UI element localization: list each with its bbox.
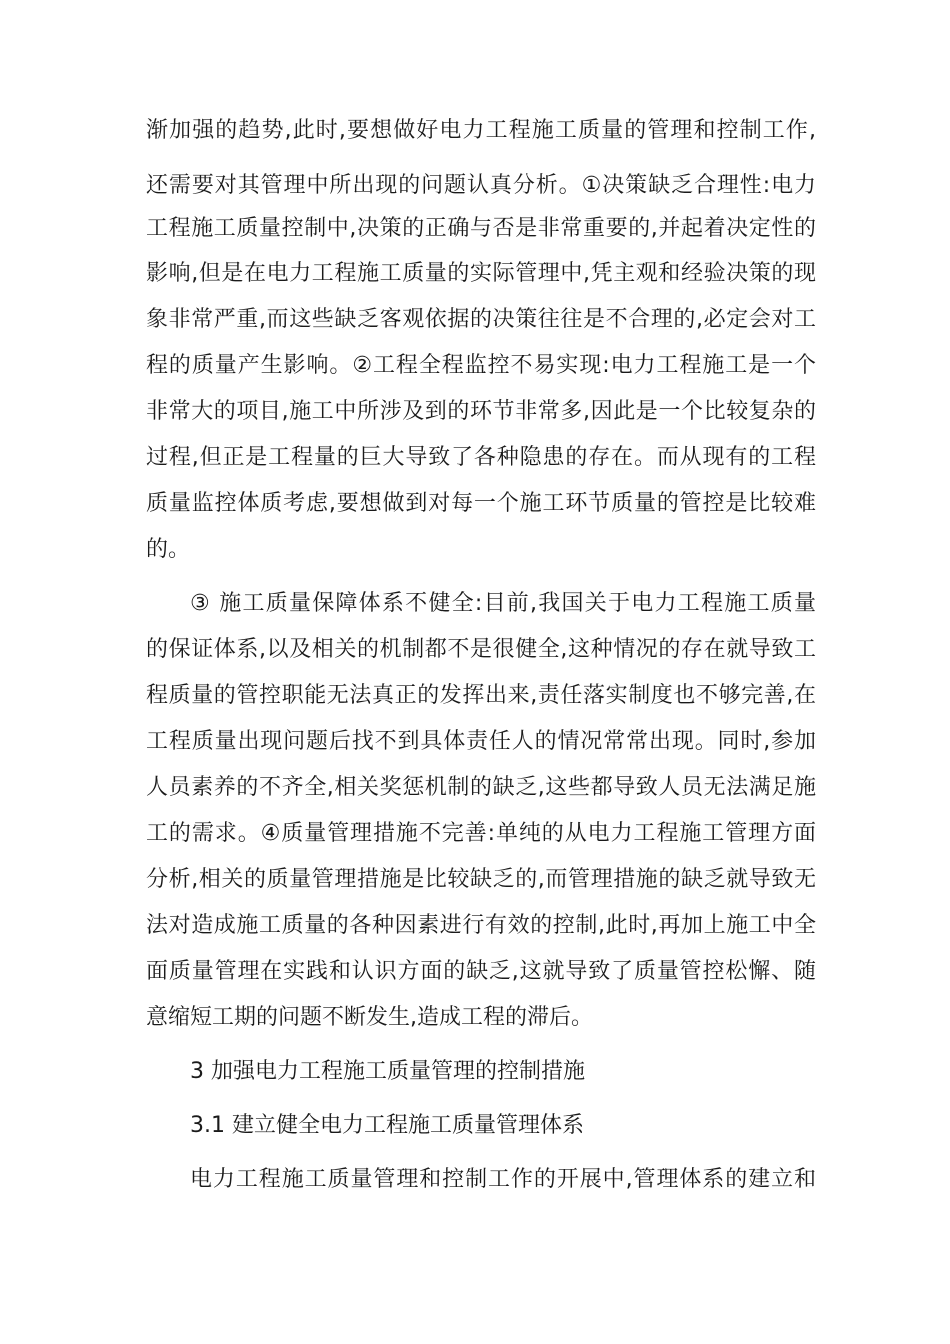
text-line: 意缩短工期的问题不断发生,造成工程的滞后。 bbox=[146, 1005, 593, 1030]
text-line: 法对造成施工质量的各种因素进行有效的控制,此时,再加上施工中全 bbox=[146, 913, 816, 938]
text-line: 面质量管理在实践和认识方面的缺乏,这就导致了质量管控松懈、随 bbox=[146, 959, 816, 984]
text-line: 工程施工质量控制中,决策的正确与否是非常重要的,并起着决定性的 bbox=[146, 216, 816, 241]
text-line: 还需要对其管理中所出现的问题认真分析。①决策缺乏合理性:电力 bbox=[146, 173, 816, 198]
text-line: 工的需求。④质量管理措施不完善:单纯的从电力工程施工管理方面 bbox=[146, 821, 816, 846]
text-line: 人员素养的不齐全,相关奖惩机制的缺乏,这些都导致人员无法满足施 bbox=[146, 775, 816, 800]
text-line: 的。 bbox=[146, 537, 191, 562]
text-line: 渐加强的趋势,此时,要想做好电力工程施工质量的管理和控制工作, bbox=[146, 118, 816, 143]
text-line: 的保证体系,以及相关的机制都不是很健全,这种情况的存在就导致工 bbox=[146, 637, 816, 662]
text-line: 工程质量出现问题后找不到具体责任人的情况常常出现。同时,参加 bbox=[146, 729, 816, 754]
text-line: 分析,相关的质量管理措施是比较缺乏的,而管理措施的缺乏就导致无 bbox=[146, 867, 816, 892]
text-line: 非常大的项目,施工中所涉及到的环节非常多,因此是一个比较复杂的 bbox=[146, 399, 816, 424]
text-line: 影响,但是在电力工程施工质量的实际管理中,凭主观和经验决策的现 bbox=[146, 261, 816, 286]
text-line: 程质量的管控职能无法真正的发挥出来,责任落实制度也不够完善,在 bbox=[146, 683, 816, 708]
text-line: 程的质量产生影响。②工程全程监控不易实现:电力工程施工是一个 bbox=[146, 353, 816, 378]
section-heading: 3 加强电力工程施工质量管理的控制措施 bbox=[190, 1059, 585, 1084]
text-line: 象非常严重,而这些缺乏客观依据的决策往往是不合理的,必定会对工 bbox=[146, 307, 816, 332]
subsection-heading: 3.1 建立健全电力工程施工质量管理体系 bbox=[190, 1113, 584, 1138]
paragraph-start-line: ③ 施工质量保障体系不健全:目前,我国关于电力工程施工质量 bbox=[190, 591, 816, 616]
paragraph-start-line: 电力工程施工质量管理和控制工作的开展中,管理体系的建立和 bbox=[190, 1167, 816, 1192]
text-line: 过程,但正是工程量的巨大导致了各种隐患的存在。而从现有的工程 bbox=[146, 445, 816, 470]
text-line: 质量监控体质考虑,要想做到对每一个施工环节质量的管控是比较难 bbox=[146, 491, 816, 516]
